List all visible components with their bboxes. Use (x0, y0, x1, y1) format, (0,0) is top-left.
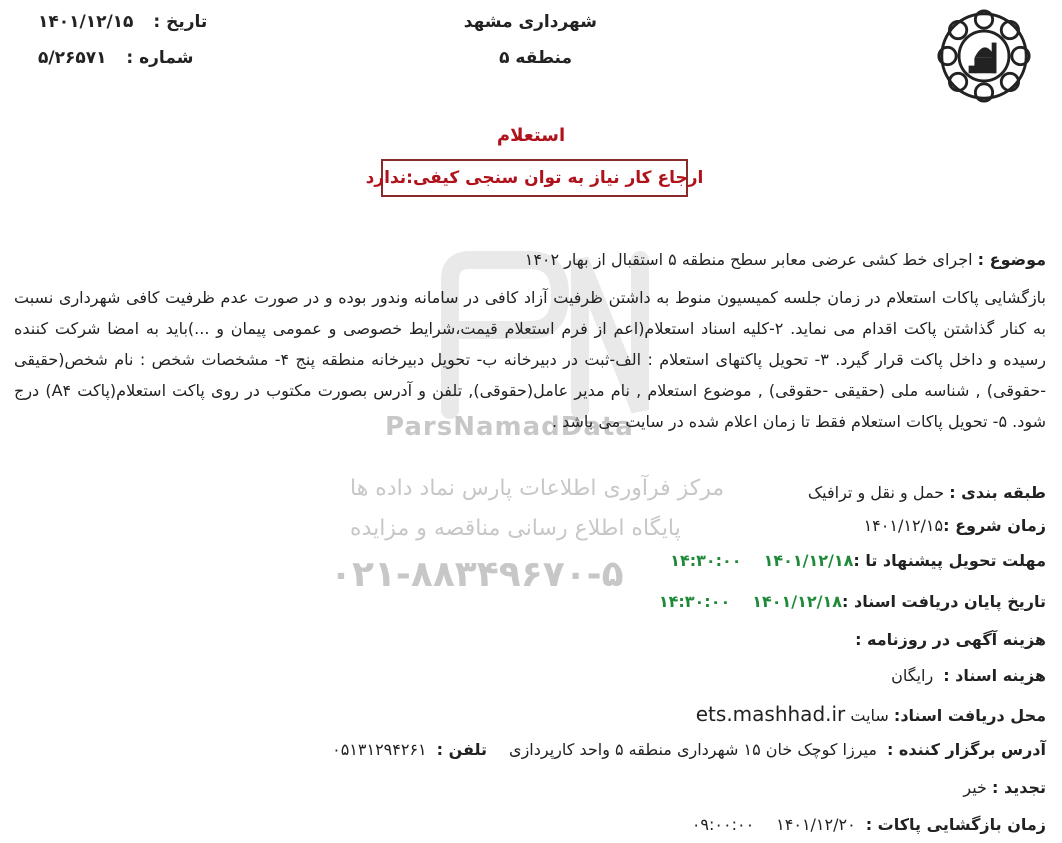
opening-time: ۰۹:۰۰:۰۰ (691, 815, 755, 834)
site-link[interactable]: ets.mashhad.ir (695, 702, 846, 726)
category-row (808, 483, 1046, 502)
docs-deadline-time: ۱۴:۳۰:۰۰ (658, 592, 731, 611)
opening-date: ۱۴۰۱/۱۲/۲۰ (776, 815, 856, 834)
doc-place-label: محل دریافت اسناد: (893, 706, 1046, 725)
date-label: تاریخ : (153, 12, 208, 32)
number-row (38, 48, 193, 68)
doc-place-row (696, 702, 1046, 726)
category-value: حمل و نقل و ترافیک (807, 483, 945, 502)
number-label: شماره : (126, 48, 194, 68)
doc-cost-label: هزینه اسناد : (943, 666, 1046, 685)
category-label: طبقه بندی : (949, 483, 1046, 502)
conditions-paragraph: بازگشایی پاکات استعلام در زمان جلسه کمیسیون منوط به داشتن ظرفیت آزاد کافی در سامانه وندور بوده و در صورت عدم ظرفیت کافی شهرداری نسبت به کنار گذاشتن پاکت اقدام می نماید. ۲-کلیه اسناد استعلام(اعم از فرم استعلام قیمت،شرایط خصوصی و عمومی پیمان و ...)باید به امضا شرکت کننده رسیده و داخل پاکت قرار گیرد. ۳- تحویل پاکتهای استعلام : الف-ثبت در دبیرخانه ب- تحویل دبیرخانه منطقه پنج ۴- مشخصات شخص : نام شخص(حقیقی -حقوقی) , شناسه ملی (حقیقی -حقوقی) , موضوع استعلام , نام مدیر عامل(حقوقی), تلفن و آدرس بصورت مکتوب در روی پاکت استعلام(پاکت A۴) درج شود. ۵- تحویل پاکات استعلام فقط تا زمان اعلام شده در سایت می باشد . (14, 288, 1047, 431)
bid-deadline-label: مهلت تحویل پیشنهاد تا : (853, 551, 1046, 570)
address-label: آدرس برگزار کننده : (886, 740, 1046, 759)
start-row (864, 516, 1046, 535)
doc-cost-value: رایگان (891, 666, 934, 685)
subject-label: موضوع : (977, 250, 1046, 269)
district-name: منطقه ۵ (499, 48, 572, 68)
opening-label: زمان بازگشایی پاکات : (865, 815, 1046, 834)
date-row (38, 12, 207, 32)
phone-label: تلفن : (436, 740, 488, 759)
phone-value: ۰۵۱۳۱۲۹۴۲۶۱ (332, 740, 427, 759)
ad-cost-label: هزینه آگهی در روزنامه : (855, 630, 1046, 649)
docs-deadline-row (659, 592, 1046, 611)
date-value: ۱۴۰۱/۱۲/۱۵ (38, 12, 134, 32)
watermark-line-2: پایگاه اطلاع رسانی مناقصه و مزایده (350, 516, 681, 541)
start-label: زمان شروع : (943, 516, 1046, 535)
docs-deadline-label: تاریخ پایان دریافت اسناد : (842, 592, 1046, 611)
start-value: ۱۴۰۱/۱۲/۱۵ (863, 516, 944, 535)
quality-assessment-notice: ارجاع کار نیاز به توان سنجی کیفی:ندارد (381, 159, 688, 197)
opening-row (692, 815, 1046, 834)
doc-place-prefix: سایت (850, 706, 889, 725)
address-value: میرزا کوچک خان ۱۵ شهرداری منطقه ۵ واحد کارپردازی (509, 740, 877, 759)
renewal-row (963, 778, 1046, 797)
subject-value: اجرای خط کشی عرضی معابر سطح منطقه ۵ استقبال از بهار ۱۴۰۲ (524, 250, 973, 269)
document-type-title: استعلام (496, 125, 566, 146)
bid-deadline-date: ۱۴۰۱/۱۲/۱۸ (763, 551, 854, 570)
docs-deadline-date: ۱۴۰۱/۱۲/۱۸ (752, 592, 843, 611)
bid-deadline-row (670, 551, 1046, 570)
bid-deadline-time: ۱۴:۳۰:۰۰ (670, 551, 742, 570)
renewal-label: تجدید : (992, 778, 1046, 797)
renewal-value: خیر (963, 778, 987, 797)
number-value: ۵/۲۶۵۷۱ (38, 48, 107, 68)
watermark-phone: ۰۲۱-۸۸۳۴۹۶۷۰-۵ (330, 554, 624, 595)
municipality-logo (936, 8, 1032, 104)
watermark-brand: ParsNamadData (385, 412, 634, 442)
watermark-line-1: مرکز فرآوری اطلاعات پارس نماد داده ها (350, 476, 725, 501)
subject-row (525, 250, 1046, 269)
doc-cost-row (891, 666, 1046, 685)
organization-name: شهرداری مشهد (463, 12, 597, 32)
address-row (332, 740, 1046, 759)
